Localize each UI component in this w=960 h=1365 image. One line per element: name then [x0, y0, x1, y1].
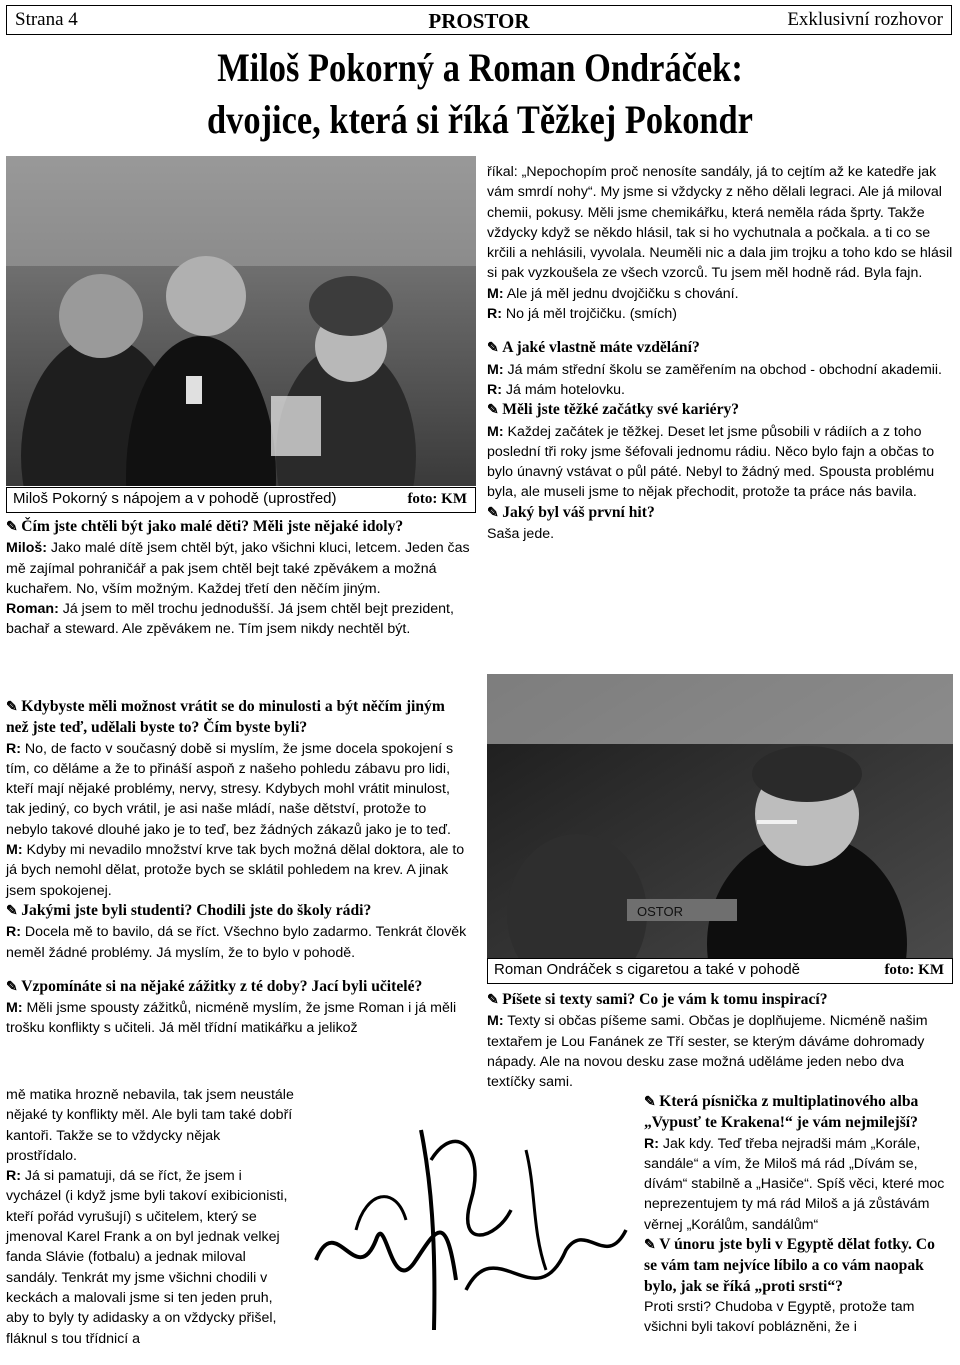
page-number: Strana 4	[15, 9, 78, 30]
interview-answer	[6, 922, 468, 963]
interview-answer	[6, 840, 468, 901]
answer-text: Docela mě to bavilo, dá se říct. Všechno bylo zadarmo. Tenkrát člověk neměl žádné problémy. Já myslím, že to bylo v pohodě.	[6, 924, 467, 961]
pencil-icon: ✎	[487, 993, 503, 1008]
answer-text: No, de facto v současný době si myslím, že jsme docela spokojení s tím, co děláme a že to přináší aspoň z našeho pohledu zábavu pro lidi, kteří mají nějaké problémy, nervy, stresy. Kdybych mohl vrátit minulost, tak jediný, co bych vrátil, je asi naše mládí, naše dětství, protože to nebylo takové dlouhé jako je to teď, bez žádných zákazů jako je to teď.	[6, 740, 454, 838]
speaker-label: Miloš:	[6, 540, 47, 557]
answer-text: Já jsem to měl trochu jednodušší. Já jsem chtěl bejt prezident, bachař a steward. Ale zpěvákem ne. Tím jsem nikdy nechtěl být.	[6, 601, 454, 638]
question-text: Jakými jste byli studenti? Chodili jste do školy rádi?	[21, 901, 372, 919]
answer-text: Kdyby mi nevadilo množství krve tak bych možná dělal doktora, ale to já bych nemohl dělat, protože bych se sklátil pohledem na krev. A jinak jsem spokojenej.	[6, 842, 465, 899]
caption-text: Miloš Pokorný s nápojem a v pohodě (uprostřed)	[13, 490, 337, 507]
interview-question	[6, 901, 468, 922]
speaker-label: M:	[487, 361, 504, 378]
question-text: Kdybyste měli možnost vrátit se do minulosti a být něčím jiným než jste teď, udělali byste to? Čím byste byli?	[6, 698, 445, 737]
interview-question	[487, 338, 953, 359]
speaker-label: Roman:	[6, 601, 59, 618]
answer-text: Proti srsti? Chudoba v Egyptě, protože tam všichni byli takoví poblázněni, že i	[644, 1298, 915, 1336]
question-text: V únoru jste byli v Egyptě dělat fotky. Co se vám tam nejvíce líbilo a co vám naopak bylo, jak se říká „proti srsti“?	[644, 1236, 935, 1295]
title-line-2: dvojice, která si říká Těžkej Pokondr	[207, 97, 753, 142]
interview-right-bottom	[487, 990, 953, 1092]
interview-answer	[6, 1166, 294, 1349]
question-text: Jaký byl váš první hit?	[502, 503, 655, 521]
pencil-icon: ✎	[6, 903, 22, 919]
interview-left-bottom	[6, 697, 468, 1039]
paragraph-gap	[487, 324, 953, 338]
pencil-icon: ✎	[644, 1238, 660, 1254]
interview-answer	[6, 599, 474, 640]
answer-text: Texty si občas píšeme sami. Občas je doplňujeme. Nicméně našim textařem je Lou Fanánek ze Tří sester, se kterým dáváme dohromady nápady. Ale na novou desku zase možná uděláme jeden nebo dva textíčky sami.	[487, 1013, 928, 1091]
interview-question	[6, 517, 474, 538]
answer-text: Jak kdy. Teď třeba nejradši mám „Korále, sandále“ a vím, že Miloš má rád „Dívám se, dívám“ stabilně a „Hasiče“. Spíš věci, které moc neprezentujem ty má rád Miloš a já zůstávám věrnej „Korálům, sandálům“	[644, 1135, 945, 1233]
interview-left-middle	[6, 517, 474, 640]
answer-text: Jako malé dítě jsem chtěl být, jako všichni kluci, letcem. Jeden čas mě zajímal pohraničář a pak jsem chtěl bejt také zpěvákem a možná kuchařem. No, vším možným. Každej třetí den něčím jiným.	[6, 540, 470, 597]
interview-answer	[487, 524, 953, 544]
question-text: Čím jste chtěli být jako malé děti? Měli jste nějaké idoly?	[21, 518, 404, 535]
interview-answer	[644, 1297, 949, 1338]
title-line-1: Miloš Pokorný a Roman Ondráček:	[217, 45, 743, 90]
pencil-icon: ✎	[644, 1095, 660, 1110]
answer-text: říkal: „Nepochopím proč nenosíte sandály, já to cejtím až ke katedře jak vám smrdí nohy“. My jsme si vždycky z něho dělali legraci. Ale já miloval chemii, pokusy. Měli jsme chemikářku, která neměla ráda šprty. Takže vždycky když se někdo hlásil, tak si ho vychutnala a počkala. a ti co se krčili a nehlásili, vyvolala. Neuměli nic a dala jim trojku a toho kdo se hlásil si pak vyzkoušela ze všech vzorců. Tu jsem měl hodně rád. Byla fajn.	[487, 164, 953, 282]
speaker-label: R:	[6, 1168, 21, 1185]
speaker-label: R:	[487, 381, 502, 398]
caption-text: Roman Ondráček s cigaretou a také v pohodě	[494, 961, 801, 978]
photo-illustration	[6, 156, 476, 486]
speaker-label: R:	[6, 924, 21, 941]
interview-answer	[487, 304, 953, 324]
speaker-label: R:	[644, 1135, 659, 1152]
answer-text: mě matika hrozně nebavila, tak jsem neustále nějaké ty konflikty měl. Ale byli tam také dobří kantoři. Takže se to vždycky nějak prostřídalo.	[6, 1087, 294, 1164]
pencil-icon: ✎	[6, 520, 22, 535]
interview-question	[487, 503, 953, 524]
interview-answer	[6, 739, 468, 840]
page-header	[6, 5, 952, 35]
interview-answer	[487, 162, 953, 284]
question-text: Vzpomínáte si na nějaké zážitky z té doby? Jací byli učitelé?	[21, 977, 423, 995]
speaker-label: R:	[6, 740, 21, 757]
speaker-label: R:	[487, 306, 502, 323]
pencil-icon: ✎	[487, 403, 503, 419]
interview-right-narrow	[644, 1092, 949, 1338]
answer-text: Měli jsme spousty zážitků, nicméně myslím, že jsme Roman i já měli trošku konflikty s učiteli. Já měl třídní matikářku a jelikož	[6, 1000, 457, 1037]
interview-answer	[6, 538, 474, 599]
interview-left-narrow	[6, 1085, 294, 1349]
photo-roman-ondracek	[487, 674, 953, 958]
section-name: Exklusivní rozhovor	[787, 9, 943, 30]
question-text: Měli jste těžké začátky své kariéry?	[502, 401, 740, 419]
interview-answer	[487, 284, 953, 304]
answer-text: Já mám střední školu se zaměřením na obchod - obchodní akademii.	[503, 361, 943, 378]
interview-answer	[6, 998, 468, 1039]
interview-answer	[487, 360, 953, 380]
speaker-label: M:	[487, 1013, 504, 1030]
magazine-name: PROSTOR	[428, 9, 530, 33]
photo1-caption	[6, 487, 476, 513]
answer-text: No já měl trojčičku. (smích)	[501, 306, 677, 323]
pencil-icon: ✎	[6, 979, 22, 995]
question-text: Píšete si texty sami? Co je vám k tomu inspirací?	[502, 991, 828, 1008]
answer-text: Ale já měl jednu dvojčičku s chování.	[503, 285, 739, 302]
answer-text: Každej začátek je těžkej. Deset let jsme působili v rádiích a z toho poslední tři roky jsme šéfovali jednomu rádiu. Něco bylo fajn a občas to bylo únavný vstávat o půl páté. Nebyl to žádný med. Spousta problému byla, ale museli jsme to nějak přechodit, protože ta práce nás bavila.	[487, 423, 935, 501]
photo-credit: foto: KM	[407, 491, 467, 507]
question-text: A jaké vlastně máte vzdělání?	[502, 339, 700, 357]
interview-question	[644, 1235, 949, 1297]
interview-question	[644, 1092, 949, 1134]
sign-text: OSTOR	[637, 904, 683, 919]
interview-answer	[487, 422, 953, 503]
pencil-icon: ✎	[487, 341, 503, 357]
paragraph-gap	[6, 963, 468, 977]
pencil-icon: ✎	[6, 700, 22, 715]
photo-credit: foto: KM	[884, 962, 944, 978]
speaker-label: M:	[487, 423, 504, 440]
pencil-icon: ✎	[487, 505, 503, 521]
question-text: Která písnička z multiplatinového alba „Vypusť te Krakena!“ je vám nejmilejší?	[644, 1093, 919, 1132]
autograph-signature	[296, 1090, 636, 1350]
interview-answer	[644, 1134, 949, 1235]
interview-question	[6, 977, 468, 998]
interview-answer	[6, 1085, 294, 1166]
answer-text: Já si pamatuji, dá se říct, že jsem i vycházel (i když jsme byli takoví exibicionisti, kteří pořád vyrušují) s učitelem, který se jmenoval Karel Frank a on byl jednak velkej fanda Slávie (fotbalu) a jednak miloval sandály. Tenkrát my jsme všichni chodili v keckách a malovali jsme si ten jeden pruh, aby to byly ty adidasky a on vždycky přišel, fláknul s tou třídnicí a	[6, 1168, 288, 1347]
interview-question	[6, 697, 468, 739]
interview-question	[487, 990, 953, 1011]
interview-question	[487, 400, 953, 421]
interview-right-top	[487, 162, 953, 544]
interview-answer	[487, 380, 953, 400]
answer-text: Saša jede.	[487, 526, 555, 543]
speaker-label: M:	[6, 1000, 23, 1017]
photo2-caption	[487, 958, 953, 984]
photo-illustration	[487, 674, 953, 958]
article-title	[67, 42, 893, 146]
speaker-label: M:	[6, 842, 23, 859]
interview-answer	[487, 1011, 953, 1092]
answer-text: Já mám hotelovku.	[501, 381, 625, 398]
photo-milos-pokorny	[6, 156, 476, 486]
speaker-label: M:	[487, 285, 504, 302]
